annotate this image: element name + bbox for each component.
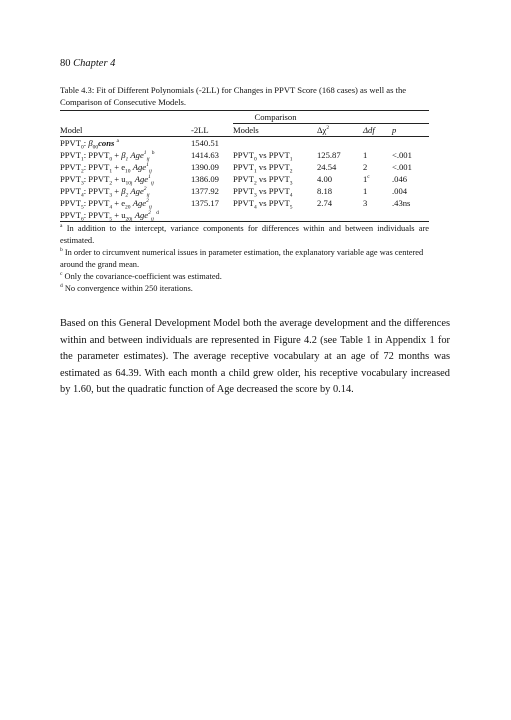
note-b: $^b$ In order to circumvent numerical issues in parameter estimation, the explanatory variable age was centered around the grand mean. bbox=[60, 247, 424, 269]
table-header-row bbox=[60, 124, 429, 137]
body-paragraph: Based on this General Development Model both the average development and the differences within and between individuals are represented in Figure 4.2 (see Table 1 in Appendix 1 for the parameter estimates). The average receptive vocabulary at an age of 72 months was estimated as 64.39. With each month a child grew older, his receptive vocabulary increased by 1.60, but the quadratic function of Age decreased the score by 0.14. bbox=[60, 318, 450, 396]
header-models: Models bbox=[233, 124, 317, 137]
delta-cell: 4.00 bbox=[317, 174, 333, 184]
models-cell: $PPVT_2$ vs $PPVT_3$ bbox=[233, 174, 293, 187]
delta-cell: 24.54 bbox=[317, 162, 337, 172]
table-notes bbox=[60, 223, 429, 295]
header-neg2ll: -2LL bbox=[191, 124, 233, 137]
header-p: p bbox=[392, 124, 429, 137]
page-number: 80 bbox=[60, 58, 71, 69]
header-delta-df: Δdf bbox=[363, 124, 392, 137]
model-cell: $PPVT_3$: $PPVT_2 + u_{10j}$ Age$^1_{ij}$ bbox=[60, 174, 154, 187]
p-cell: .046 bbox=[392, 174, 408, 184]
models-cell: $PPVT_1$ vs $PPVT_2$ bbox=[233, 162, 293, 175]
p-cell: <.001 bbox=[392, 150, 412, 160]
note-d: $^d$ No convergence within 250 iterations. bbox=[60, 283, 193, 293]
p-cell: .004 bbox=[392, 186, 408, 196]
neg2ll-cell: 1386.09 bbox=[191, 174, 219, 184]
chapter-title: Chapter 4 bbox=[73, 58, 116, 69]
models-cell: $PPVT_0$ vs $PPVT_1$ bbox=[233, 150, 293, 163]
model-cell: $PPVT_4$: $PPVT_3 + \beta_2$ Age$^2_{ij}$ bbox=[60, 186, 150, 199]
df-cell: 1 bbox=[363, 186, 368, 196]
neg2ll-cell: 1414.63 bbox=[191, 150, 219, 160]
model-cell: $PPVT_6$: $PPVT_5 + u_{20j}$ Age$^2_{ij}$ $^d$ bbox=[60, 209, 191, 222]
neg2ll-cell: 1375.17 bbox=[191, 198, 219, 208]
table-caption: Table 4.3: Fit of Different Polynomials (-2LL) for Changes in PPVT Score (168 cases) as well as the Comparison of Consecutive Models. bbox=[60, 85, 407, 107]
table-row bbox=[60, 197, 429, 209]
model-cell: $PPVT_1$: $PPVT_0 + \beta_1$ Age$^1_{ij}$ $^b$ bbox=[60, 150, 155, 163]
model-cell: $PPVT_0$: $\beta_{00}cons$ $^a$ bbox=[60, 138, 119, 151]
df-cell: 3 bbox=[363, 198, 368, 208]
models-cell: $PPVT_4$ vs $PPVT_5$ bbox=[233, 198, 293, 211]
delta-cell: 125.87 bbox=[317, 150, 341, 160]
table-row bbox=[60, 209, 429, 222]
note-a: $^a$ In addition to the intercept, variance components for differences within and between individuals are estimated. bbox=[60, 223, 429, 245]
models-cell: $PPVT_3$ vs $PPVT_4$ bbox=[233, 186, 293, 199]
model-cell: $PPVT_2$: $PPVT_1 + e_{10}$ Age$^1_{ij}$ bbox=[60, 162, 152, 175]
model-cell: $PPVT_5$: $PPVT_4 + e_{20}$ Age$^2_{ij}$ bbox=[60, 198, 152, 211]
delta-cell: 2.74 bbox=[317, 198, 333, 208]
header-model: Model bbox=[60, 124, 191, 137]
table-row bbox=[60, 137, 429, 150]
table-row bbox=[60, 161, 429, 173]
running-head bbox=[60, 58, 450, 69]
note-c: $^c$ Only the covariance-coefficient was estimated. bbox=[60, 271, 222, 281]
table-row bbox=[60, 185, 429, 197]
df-cell: 1 bbox=[363, 150, 368, 160]
p-cell: <.001 bbox=[392, 162, 412, 172]
delta-cell: 8.18 bbox=[317, 186, 333, 196]
table-row bbox=[60, 173, 429, 185]
df-cell: 2 bbox=[363, 162, 368, 172]
neg2ll-cell: 1377.92 bbox=[191, 186, 219, 196]
neg2ll-cell: 1540.51 bbox=[191, 138, 219, 148]
table-row bbox=[60, 149, 429, 161]
header-delta-chi: $\Delta\chi^2$ bbox=[317, 124, 363, 137]
comparison-group-header: Comparison bbox=[254, 112, 297, 122]
fit-table bbox=[60, 110, 429, 222]
df-cell: 1$^c$ bbox=[363, 174, 370, 184]
neg2ll-cell: 1390.09 bbox=[191, 162, 219, 172]
p-cell: .43ns bbox=[392, 198, 411, 208]
document-page bbox=[60, 58, 450, 399]
